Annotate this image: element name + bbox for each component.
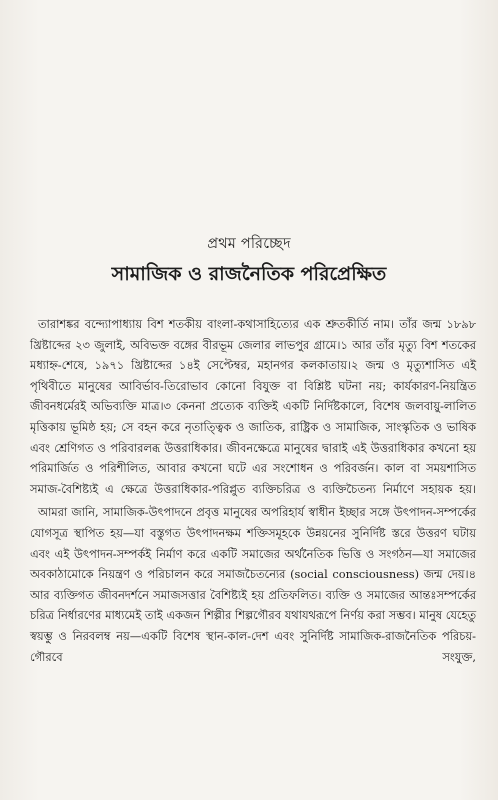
chapter-label: প্রথম পরিচ্ছেদ [207,236,291,252]
chapter-title: সামাজিক ও রাজনৈতিক পরিপ্রেক্ষিত [111,263,387,285]
paragraph-2: আমরা জানি, সামাজিক-উৎপাদনে প্রবৃত্ত মানুষের অপরিহার্য স্বাধীন ইচ্ছার সঙ্গে উৎপাদন-সম্পর্কের যোগসূত্র স্থাপিত হয়—যা বস্তুগত উৎপাদনক্ষম শক্তিসমূহকে উন্নয়নের সুনির্দিষ্ট স্তরে উত্তরণ ঘটায় এবং এই উৎপাদন-সম্পর্কই নির্মাণ করে একটি সমাজের অর্থনৈতিক ভিত্তি ও সংগঠন—যা সমাজের অবকাঠামোকে নিয়ন্ত্রণ ও পরিচালন করে সমাজচৈতন্যের (social consciousness) জন্ম দেয়।৪ আর ব্যক্তিগত জীবনদর্শনে সমাজসত্তার বৈশিষ্ট্যই হয় প্রতিফলিত। ব্যক্তি ও সমাজের আন্তঃসম্পর্কের চরিত্র নির্ধারণের মাধ্যমেই তাই একজন শিল্পীর শিল্পগৌরব যথাযথরূপে নির্ণয় করা সম্ভব। মানুষ যেহেতু স্বয়ম্ভু ও নিরবলম্ব নয়—একটি বিশেষ স্থান-কাল-দেশ এবং সুনির্দিষ্ট সামাজিক-রাজনৈতিক পরিচয়-গৌরবে সংযুক্ত, [30,505,476,664]
body-text [30,314,476,667]
paragraph-1: তারাশঙ্কর বন্দ্যোপাধ্যায় বিশ শতকীয় বাংলা-কথাসাহিত্যের এক শ্রুতকীর্তি নাম। তাঁর জন্ম ১৮৯৮ খ্রিষ্টাব্দের ২৩ জুলাই, অবিভক্ত বঙ্গের বীরভূম জেলার লাভপুর গ্রামে।১ আর তাঁর মৃত্যু বিশ শতকের মধ্যাহ্ন-শেষে, ১৯৭১ খ্রিষ্টাব্দের ১৪ই সেপ্টেম্বর, মহানগর কলকাতায়।২ জন্ম ও মৃত্যুশাসিত এই পৃথিবীতে মানুষের আবির্ভাব-তিরোভাব কোনো বিযুক্ত বা বিশ্লিষ্ট ঘটনা নয়; কার্যকারণ-নিয়ন্ত্রিত জীবনধর্মেরই অভিব্যক্তি মাত্র।৩ কেননা প্রত্যেক ব্যক্তিই একটি নির্দিষ্টকালে, বিশেষ জলবায়ু-লালিত মৃত্তিকায় ভূমিষ্ঠ হয়; সে বহন করে নৃতাত্ত্বিক ও জাতিক, রাষ্ট্রিক ও সামাজিক, সাংস্কৃতিক ও ভাষিক এবং শ্রেণিগত ও পরিবারলব্ধ উত্তরাধিকার। জীবনক্ষেত্রে মানুষের দ্বারাই এই উত্তরাধিকার কখনো হয় পরিমার্জিত ও পরিশীলিত, আবার কখনো ঘটে এর সংশোধন ও পরিবর্জন। কাল বা সময়শাসিত সমাজ-বৈশিষ্ট্যই এ ক্ষেত্রে উত্তরাধিকার-পরিপ্লুত ব্যক্তিচরিত্র ও ব্যক্তিচৈতন্য নির্মাণে সহায়ক হয়। [30,317,476,496]
